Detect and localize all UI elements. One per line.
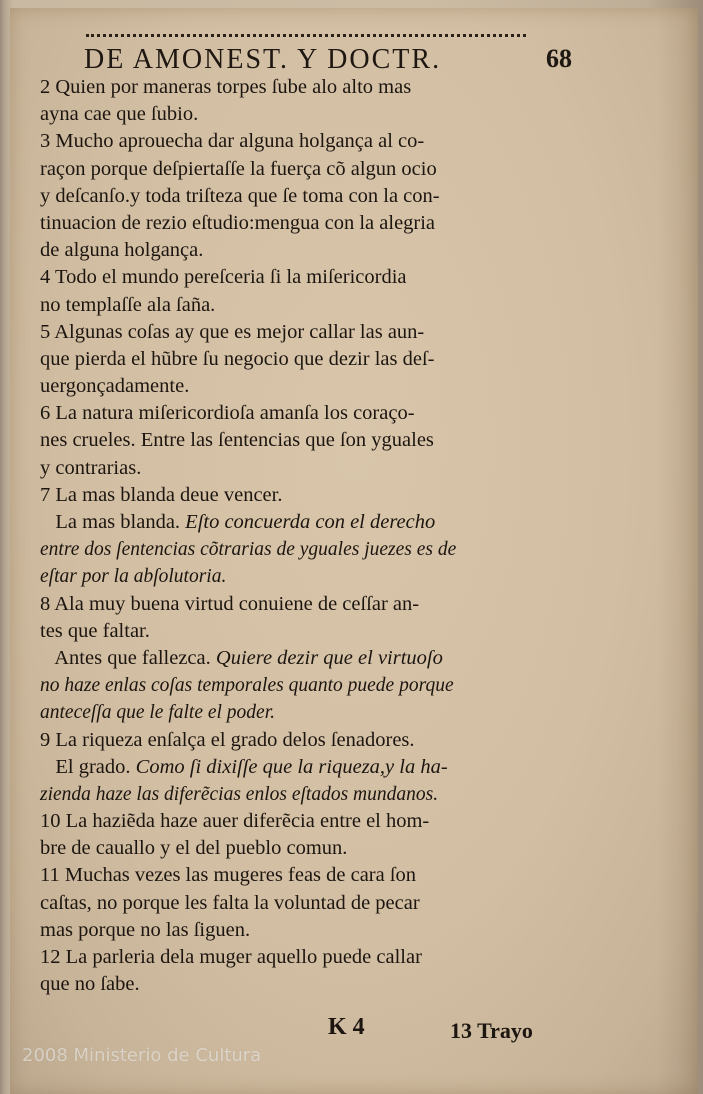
text-line: tes que faltar.: [40, 619, 150, 642]
text-line: de alguna holgança.: [40, 239, 204, 262]
gloss-commentary: Como ſi dixiſſe que la riqueza,y la ha-: [130, 755, 448, 778]
text-line: 5 Algunas coſas ay que es mejor callar las aun-: [40, 320, 425, 343]
text-line: [40, 509, 572, 536]
text-line: no haze enlas coſas temporales quanto puede porque: [40, 675, 454, 697]
signature-mark: K 4: [328, 1014, 365, 1040]
body-text: [40, 74, 572, 998]
gloss-commentary: Eſto concuerda con el derecho: [180, 511, 436, 533]
text-line: y contrarias.: [40, 456, 142, 479]
text-line: caſtas, no porque les falta la voluntad de pecar: [40, 891, 420, 914]
catchword: 13 Trayo: [450, 1018, 533, 1043]
text-line: 8 Ala muy buena virtud conuiene de ceſſar an-: [40, 592, 420, 615]
text-line: zienda haze las diferẽcias enlos eſtados mundanos.: [40, 783, 439, 805]
text-line: 12 La parleria dela muger aquello puede callar: [40, 946, 422, 968]
page-header: [72, 30, 572, 75]
text-line: nes crueles. Entre las ſentencias que ſon yguales: [40, 429, 434, 452]
gloss-commentary: Quiere dezir que el virtuoſo: [210, 646, 443, 669]
text-line: 9 La riqueza enſalça el grado delos ſenadores.: [40, 728, 415, 751]
text-line: entre dos ſentencias cõtrarias de yguales juezes es de: [40, 539, 457, 561]
text-line: anteceſſa que le falte el poder.: [40, 702, 276, 724]
text-line: 6 La natura miſericordioſa amanſa los coraço-: [40, 402, 415, 425]
gloss-lemma: La mas blanda.: [40, 511, 181, 533]
book-page: [10, 8, 698, 1094]
gloss-lemma: Antes que fallezca.: [40, 646, 211, 669]
text-line: [40, 645, 572, 672]
text-line: 2 Quien por maneras torpes ſube alo alto mas: [40, 76, 412, 98]
text-line: que pierda el hũbre ſu negocio que dezir las deſ-: [40, 347, 435, 370]
text-line: 4 Todo el mundo pereſceria ſi la miſericordia: [40, 266, 407, 289]
running-head: DE AMONEST. Y DOCTR.: [84, 44, 442, 75]
text-line: no templaſſe ala ſaña.: [40, 293, 216, 316]
folio-number: 68: [546, 44, 572, 73]
text-line: 7 La mas blanda deue vencer.: [40, 483, 283, 506]
gloss-lemma: El grado.: [40, 755, 131, 778]
text-line: 10 La haziẽda haze auer diferẽcia entre el hom-: [40, 810, 430, 833]
text-line: bre de cauallo y el del pueblo comun.: [40, 837, 348, 860]
text-line: ayna cae que ſubio.: [40, 103, 199, 126]
text-line: uergonçadamente.: [40, 375, 190, 398]
text-line: 11 Muchas vezes las mugeres feas de cara ſon: [40, 864, 417, 887]
text-line: mas porque no las ſiguen.: [40, 918, 251, 941]
text-line: 3 Mucho aprouecha dar alguna holgança al co-: [40, 130, 425, 153]
text-line: tinuacion de rezio eſtudio:mengua con la alegria: [40, 211, 436, 234]
text-line: que no ſabe.: [40, 973, 140, 996]
text-line: eſtar por la abſolutoria.: [40, 566, 227, 588]
watermark: 2008 Ministerio de Cultura: [22, 1045, 262, 1066]
text-line: y deſcanſo.y toda triſteza que ſe toma con la con-: [40, 184, 440, 207]
text-line: raçon porque deſpiertaſſe la fuerça cõ algun ocio: [40, 157, 437, 180]
header-ornament-rule: [86, 34, 526, 43]
text-line: [40, 754, 572, 781]
